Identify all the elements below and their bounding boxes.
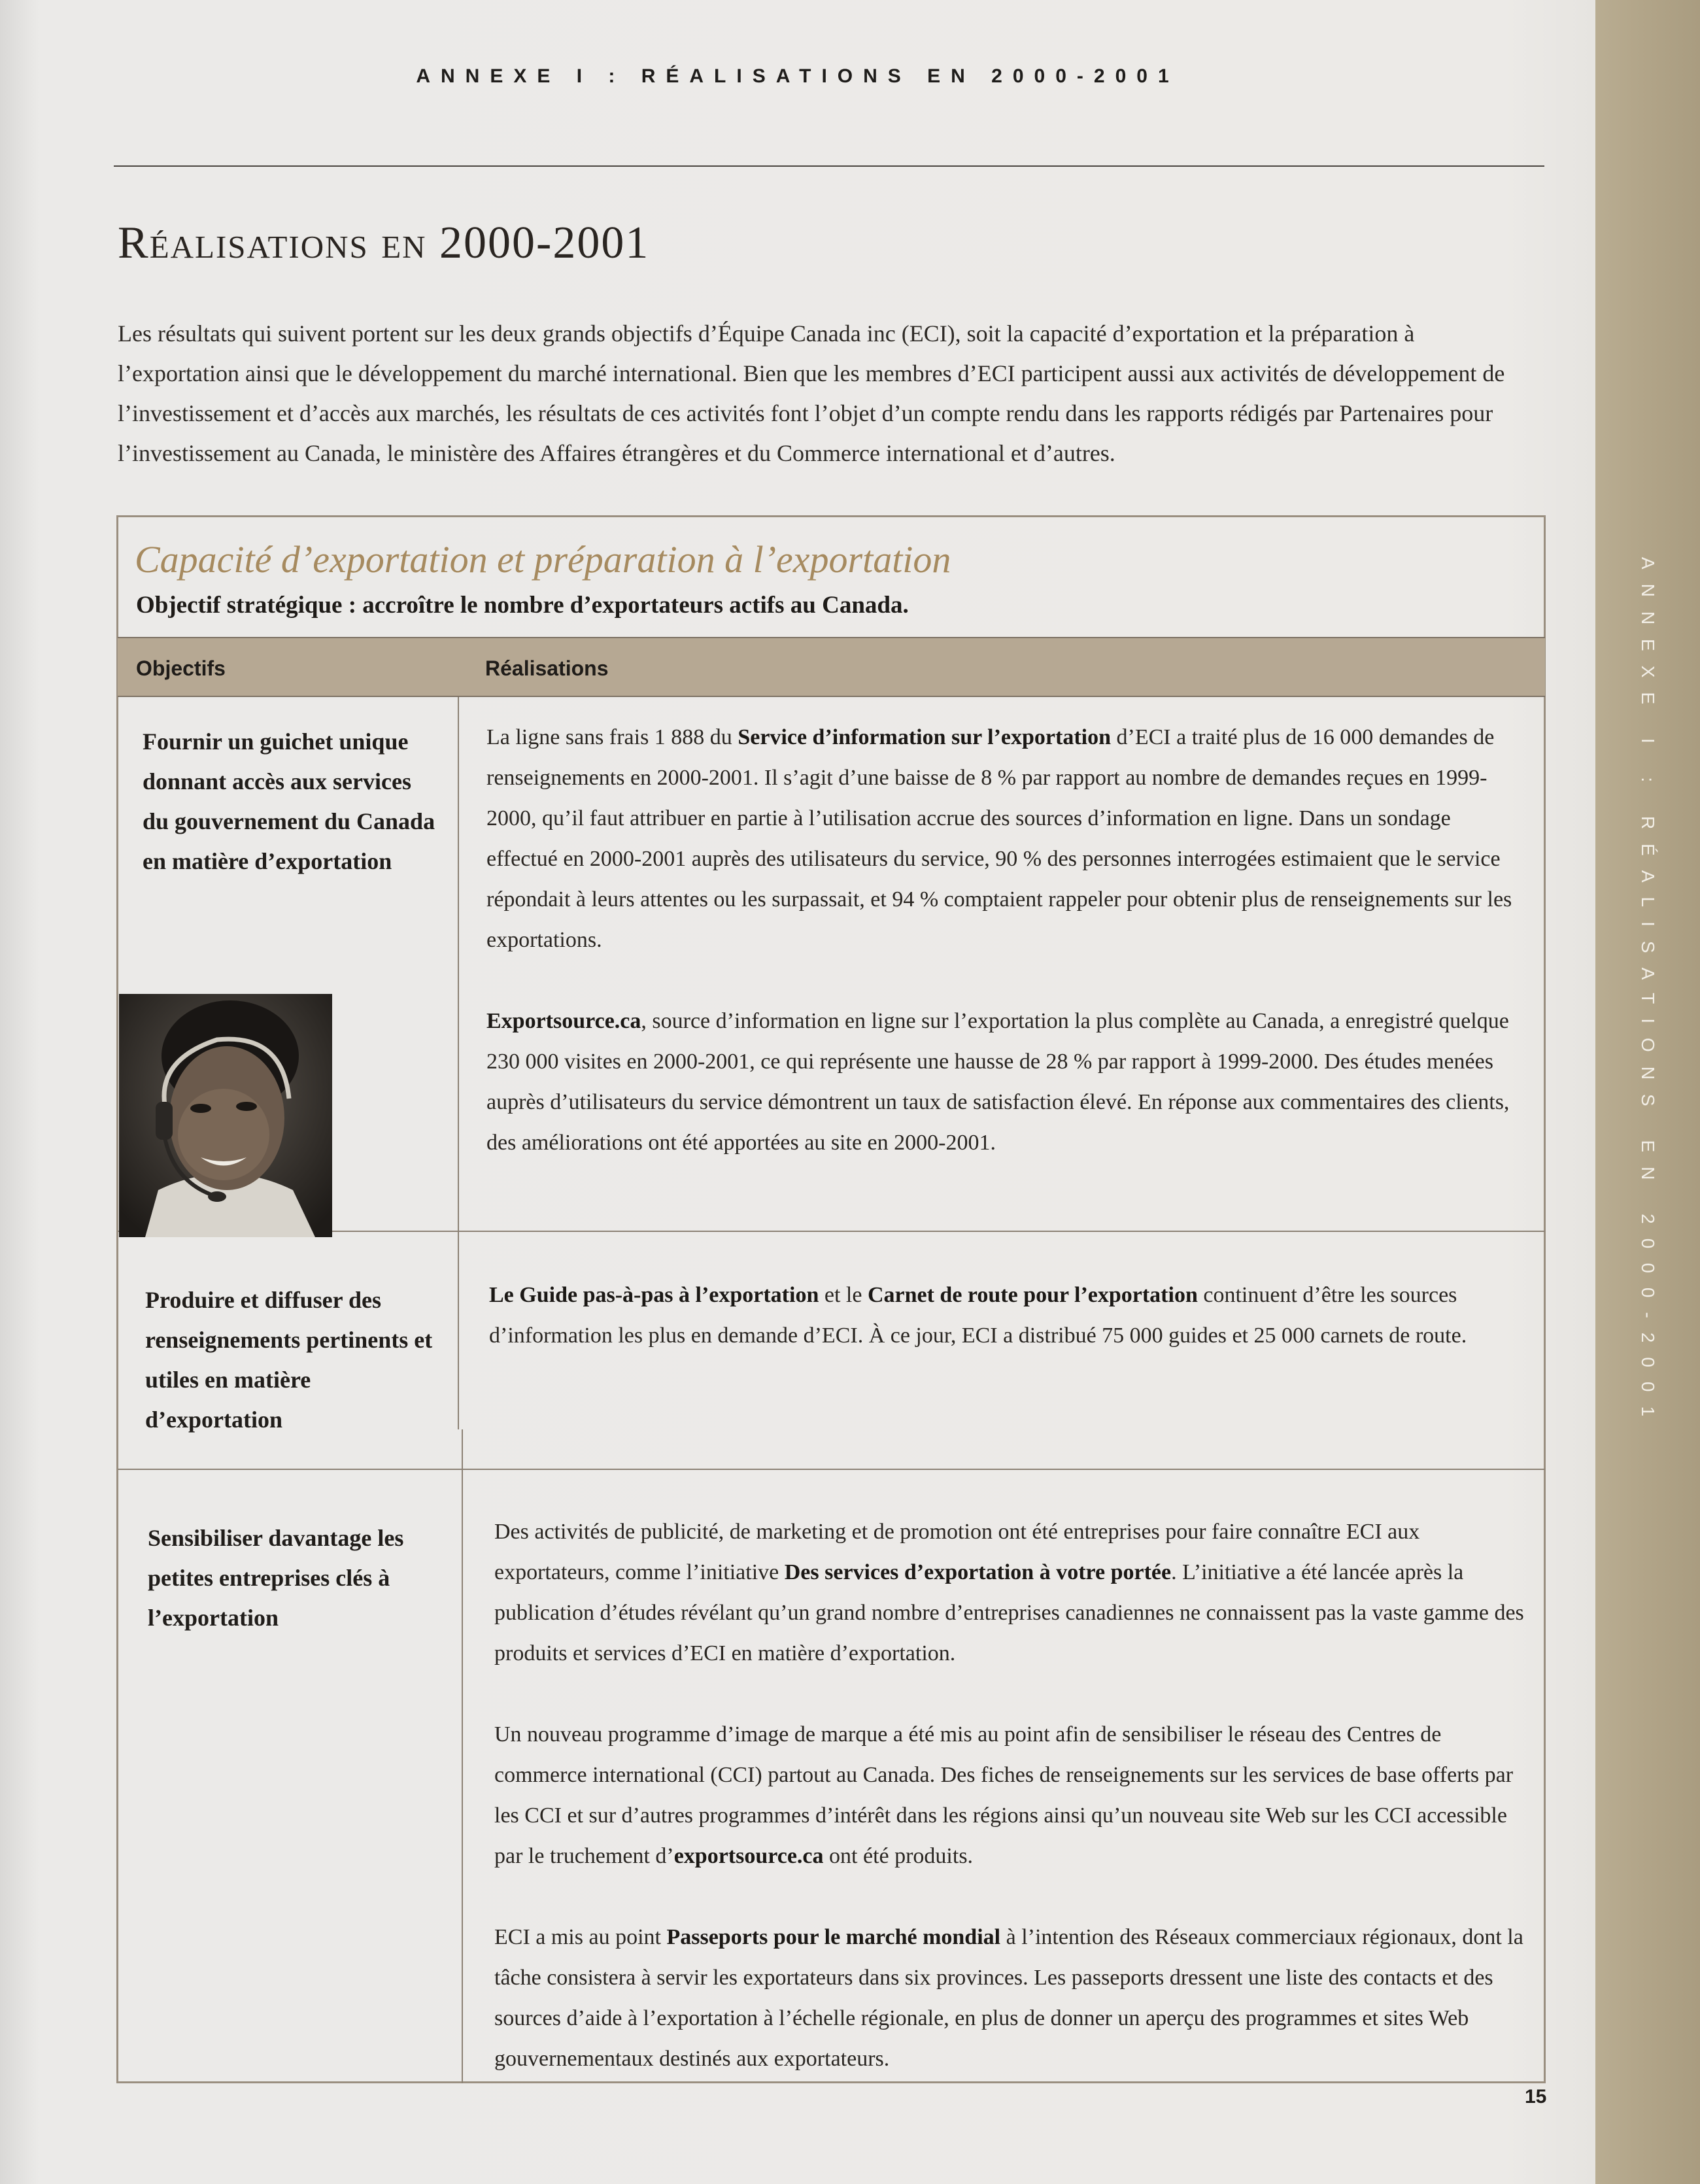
objective-label: Sensibiliser davantage les petites entreprises clés à l’exportation: [148, 1525, 404, 1631]
headset-operator-image: [119, 994, 332, 1237]
strategic-objective: Objectif stratégique : accroître le nombre d’exportateurs actifs au Canada.: [136, 592, 909, 619]
achievement-paragraph: [494, 1715, 1527, 1877]
text-run: et le: [819, 1283, 868, 1307]
achievement-paragraph: [489, 1275, 1529, 1356]
text-run: à l’intention des Réseaux commerciaux régionaux, dont la tâche consistera à servir les exportateurs dans six provinces. Les passeports dressent une liste des contacts et des sources d’aide à l’exportation à l’échelle régionale, en plus de donner un aperçu des programmes et sites Web gouvernementaux destinés aux exportateurs.: [494, 1925, 1523, 2071]
side-running-label: ANNEXE I : RÉALISATIONS EN 2000-2001: [1638, 556, 1658, 1431]
page-title: Réalisations en 2000-2001: [118, 218, 650, 268]
header-divider: [114, 165, 1544, 167]
emphasized-title: Service d’information sur l’exportation: [738, 725, 1112, 749]
objective-label: Produire et diffuser des renseignements pertinents et utiles en matière d’exportation: [145, 1287, 433, 1433]
emphasized-title: Des services d’exportation à votre portée: [784, 1560, 1172, 1584]
emphasized-title: Carnet de route pour l’exportation: [867, 1283, 1198, 1307]
emphasized-title: exportsource.ca: [673, 1844, 824, 1868]
text-run: ont été produits.: [823, 1844, 974, 1868]
emphasized-title: Exportsource.ca: [486, 1009, 641, 1033]
text-run: d’ECI a traité plus de 16 000 demandes de renseignements en 2000-2001. Il s’agit d’une baisse de 8 % par rapport au nombre de demandes reçues en 1999-2000, qu’il faut attribuer en partie à l’utilisation accrue des sources d’information en ligne. Dans un sondage effectué en 2000-2001 auprès des utilisateurs du service, 90 % des personnes interrogées estimaient que le service répondait à leurs attentes ou les surpassait, et 94 % comptaient rappeler pour obtenir plus de renseignements sur les exportations.: [486, 725, 1512, 952]
text-run: ECI a mis au point: [494, 1925, 667, 1949]
column-header-objectives: Objectifs: [136, 657, 226, 680]
column-divider: [462, 1429, 463, 2083]
text-run: continuent d’être les sources d’information les plus en demande d’ECI. À ce jour, ECI a distribué 75 000 guides et 25 000 carnets de route.: [489, 1283, 1467, 1348]
intro-paragraph: Les résultats qui suivent portent sur les deux grands objectifs d’Équipe Canada inc (ECI), soit la capacité d’exportation et la préparation à l’exportation ainsi que le développement du marché international. Bien que les membres d’ECI participent aussi aux activités de développement de l’investissement et d’accès aux marchés, les résultats de ces activités font l’objet d’un compte rendu dans les rapports rédigés par Partenaires pour l’investissement au Canada, le ministère des Affaires étrangères et du Commerce international et d’autres.: [118, 320, 1505, 466]
text-run: , source d’information en ligne sur l’exportation la plus complète au Canada, a enregistré quelque 230 000 visites en 2000-2001, ce qui représente une hausse de 28 % par rapport à 1999-2000. Des études menées auprès d’utilisateurs du service démontrent un taux de satisfaction élevé. En réponse aux commentaires des clients, des améliorations ont été apportées au site en 2000-2001.: [486, 1009, 1510, 1155]
objective-label: Fournir un guichet unique donnant accès aux services du gouvernement du Canada en matière d’exportation: [143, 728, 435, 874]
text-run: La ligne sans frais 1 888 du: [486, 725, 738, 749]
achievement-text: [494, 1512, 1527, 2079]
text-run: . L’initiative a été lancée après la publication d’études révélant qu’un grand nombre d’entreprises canadiennes ne connaissent pas la vaste gamme des produits et services d’ECI en matière d’exportation.: [494, 1560, 1524, 1665]
row-divider: [118, 1469, 1545, 1470]
emphasized-title: Le Guide pas-à-pas à l’exportation: [489, 1283, 819, 1307]
text-run: Un nouveau programme d’image de marque a été mis au point afin de sensibiliser le réseau des Centres de commerce international (CCI) partout au Canada. Des fiches de renseignements sur les services de base offerts par les CCI et sur d’autres programmes d’intérêt dans les régions ainsi qu’un nouveau site Web sur les CCI accessible par le truchement d’: [494, 1722, 1514, 1868]
achievement-paragraph: [486, 1001, 1526, 1163]
text-run: Des activités de publicité, de marketing et de promotion ont été entreprises pour faire connaître ECI aux exportateurs, comme l’initiative: [494, 1520, 1420, 1584]
achievement-text: [489, 1275, 1529, 1356]
achievement-paragraph: [494, 1917, 1527, 2079]
column-header-achievements: Réalisations: [485, 657, 609, 680]
achievement-paragraph: [494, 1512, 1527, 1674]
operator-photo: [119, 994, 332, 1237]
achievement-text: [486, 717, 1526, 1163]
running-header: ANNEXE I : RÉALISATIONS EN 2000-2001: [416, 65, 1180, 87]
column-divider: [458, 697, 459, 1429]
page-number: 15: [1525, 2086, 1547, 2107]
panel-title: Capacité d’exportation et préparation à l’exportation: [135, 538, 951, 581]
achievement-paragraph: [486, 717, 1526, 961]
table-header: [118, 637, 1545, 697]
emphasized-title: Passeports pour le marché mondial: [666, 1925, 1001, 1949]
